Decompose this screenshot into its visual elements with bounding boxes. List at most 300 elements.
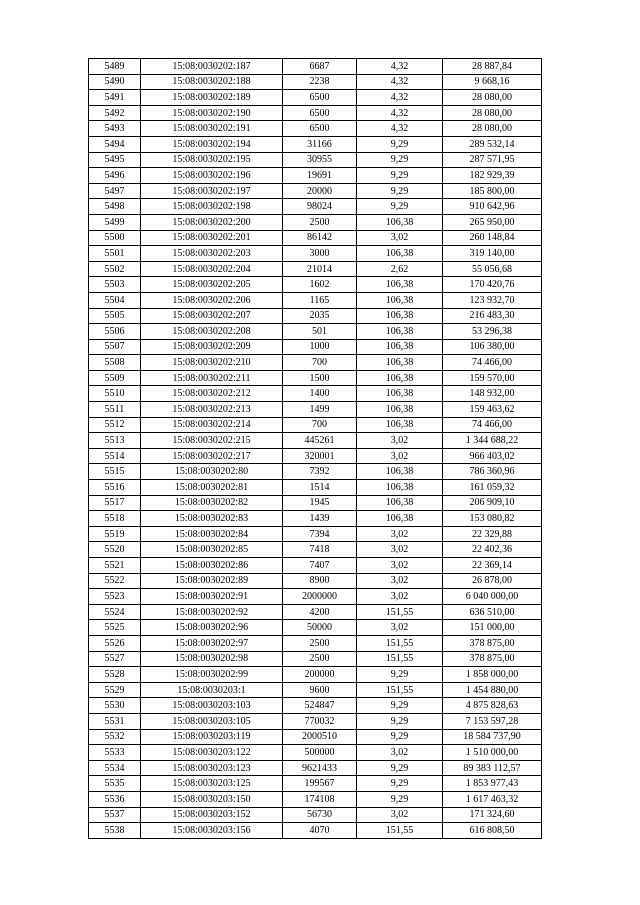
- value-cell: 22 329,88: [443, 526, 542, 542]
- area-cell: 98024: [283, 199, 357, 215]
- row-number-cell: 5535: [89, 776, 141, 792]
- table-row: [89, 682, 542, 698]
- area-cell: 199567: [283, 776, 357, 792]
- row-number-cell: 5531: [89, 713, 141, 729]
- area-cell: 3000: [283, 246, 357, 262]
- row-number-cell: 5504: [89, 292, 141, 308]
- table-row: [89, 168, 542, 184]
- area-cell: 7407: [283, 558, 357, 574]
- value-cell: 319 140,00: [443, 246, 542, 262]
- area-cell: 1400: [283, 386, 357, 402]
- table-row: [89, 277, 542, 293]
- area-cell: 19691: [283, 168, 357, 184]
- rate-cell: 151,55: [357, 635, 443, 651]
- row-number-cell: 5503: [89, 277, 141, 293]
- rate-cell: 151,55: [357, 651, 443, 667]
- area-cell: 700: [283, 417, 357, 433]
- rate-cell: 9,29: [357, 152, 443, 168]
- cadastral-number-cell: 15:08:0030202:99: [141, 667, 283, 683]
- rate-cell: 4,32: [357, 90, 443, 106]
- table-row: [89, 292, 542, 308]
- rate-cell: 4,32: [357, 74, 443, 90]
- table-row: [89, 511, 542, 527]
- value-cell: 89 383 112,57: [443, 760, 542, 776]
- table-row: [89, 402, 542, 418]
- area-cell: 174108: [283, 791, 357, 807]
- table-row: [89, 105, 542, 121]
- value-cell: 265 950,00: [443, 214, 542, 230]
- value-cell: 289 532,14: [443, 136, 542, 152]
- rate-cell: 9,29: [357, 791, 443, 807]
- rate-cell: 151,55: [357, 604, 443, 620]
- area-cell: 2500: [283, 651, 357, 667]
- rate-cell: 106,38: [357, 417, 443, 433]
- cadastral-number-cell: 15:08:0030203:123: [141, 760, 283, 776]
- row-number-cell: 5533: [89, 745, 141, 761]
- value-cell: 22 402,36: [443, 542, 542, 558]
- row-number-cell: 5498: [89, 199, 141, 215]
- area-cell: 56730: [283, 807, 357, 823]
- area-cell: 1499: [283, 402, 357, 418]
- cadastral-number-cell: 15:08:0030202:85: [141, 542, 283, 558]
- value-cell: 26 878,00: [443, 573, 542, 589]
- cadastral-number-cell: 15:08:0030203:122: [141, 745, 283, 761]
- value-cell: 287 571,95: [443, 152, 542, 168]
- value-cell: 28 887,84: [443, 59, 542, 75]
- cadastral-number-cell: 15:08:0030203:119: [141, 729, 283, 745]
- cadastral-number-cell: 15:08:0030202:205: [141, 277, 283, 293]
- rate-cell: 3,02: [357, 589, 443, 605]
- row-number-cell: 5493: [89, 121, 141, 137]
- table-row: [89, 370, 542, 386]
- rate-cell: 9,29: [357, 168, 443, 184]
- row-number-cell: 5522: [89, 573, 141, 589]
- table-row: [89, 729, 542, 745]
- value-cell: 153 080,82: [443, 511, 542, 527]
- rate-cell: 3,02: [357, 558, 443, 574]
- cadastral-number-cell: 15:08:0030202:98: [141, 651, 283, 667]
- table-row: [89, 230, 542, 246]
- cadastral-number-cell: 15:08:0030202:209: [141, 339, 283, 355]
- value-cell: 1 853 977,43: [443, 776, 542, 792]
- table-row: [89, 620, 542, 636]
- cadastral-number-cell: 15:08:0030202:91: [141, 589, 283, 605]
- row-number-cell: 5532: [89, 729, 141, 745]
- table-row: [89, 542, 542, 558]
- row-number-cell: 5537: [89, 807, 141, 823]
- table-row: [89, 760, 542, 776]
- area-cell: 21014: [283, 261, 357, 277]
- table-row: [89, 776, 542, 792]
- cadastral-number-cell: 15:08:0030202:207: [141, 308, 283, 324]
- value-cell: 4 875 828,63: [443, 698, 542, 714]
- row-number-cell: 5490: [89, 74, 141, 90]
- value-cell: 28 080,00: [443, 90, 542, 106]
- rate-cell: 4,32: [357, 121, 443, 137]
- row-number-cell: 5502: [89, 261, 141, 277]
- row-number-cell: 5517: [89, 495, 141, 511]
- rate-cell: 106,38: [357, 339, 443, 355]
- area-cell: 6500: [283, 90, 357, 106]
- value-cell: 151 000,00: [443, 620, 542, 636]
- area-cell: 2500: [283, 214, 357, 230]
- table-row: [89, 558, 542, 574]
- area-cell: 2500: [283, 635, 357, 651]
- rate-cell: 3,02: [357, 573, 443, 589]
- table-row: [89, 324, 542, 340]
- row-number-cell: 5524: [89, 604, 141, 620]
- table-row: [89, 651, 542, 667]
- cadastral-number-cell: 15:08:0030202:200: [141, 214, 283, 230]
- row-number-cell: 5510: [89, 386, 141, 402]
- cadastral-number-cell: 15:08:0030202:189: [141, 90, 283, 106]
- row-number-cell: 5516: [89, 480, 141, 496]
- rate-cell: 106,38: [357, 355, 443, 371]
- rate-cell: 106,38: [357, 214, 443, 230]
- table-row: [89, 713, 542, 729]
- value-cell: 636 510,00: [443, 604, 542, 620]
- area-cell: 445261: [283, 433, 357, 449]
- value-cell: 182 929,39: [443, 168, 542, 184]
- area-cell: 7394: [283, 526, 357, 542]
- rate-cell: 3,02: [357, 745, 443, 761]
- rate-cell: 3,02: [357, 433, 443, 449]
- area-cell: 50000: [283, 620, 357, 636]
- area-cell: 770032: [283, 713, 357, 729]
- cadastral-number-cell: 15:08:0030202:211: [141, 370, 283, 386]
- cadastral-number-cell: 15:08:0030202:206: [141, 292, 283, 308]
- row-number-cell: 5497: [89, 183, 141, 199]
- area-cell: 6500: [283, 105, 357, 121]
- rate-cell: 2,62: [357, 261, 443, 277]
- value-cell: 185 800,00: [443, 183, 542, 199]
- cadastral-number-cell: 15:08:0030203:156: [141, 823, 283, 839]
- rate-cell: 106,38: [357, 277, 443, 293]
- table-row: [89, 417, 542, 433]
- table-row: [89, 745, 542, 761]
- cadastral-number-cell: 15:08:0030202:214: [141, 417, 283, 433]
- area-cell: 524847: [283, 698, 357, 714]
- value-cell: 74 466,00: [443, 417, 542, 433]
- row-number-cell: 5514: [89, 448, 141, 464]
- value-cell: 6 040 000,00: [443, 589, 542, 605]
- value-cell: 966 403,02: [443, 448, 542, 464]
- table-row: [89, 448, 542, 464]
- rate-cell: 9,29: [357, 667, 443, 683]
- value-cell: 260 148,84: [443, 230, 542, 246]
- value-cell: 1 510 000,00: [443, 745, 542, 761]
- area-cell: 6500: [283, 121, 357, 137]
- area-cell: 700: [283, 355, 357, 371]
- cadastral-number-cell: 15:08:0030202:217: [141, 448, 283, 464]
- value-cell: 148 932,00: [443, 386, 542, 402]
- row-number-cell: 5506: [89, 324, 141, 340]
- value-cell: 159 570,00: [443, 370, 542, 386]
- value-cell: 910 642,96: [443, 199, 542, 215]
- cadastral-number-cell: 15:08:0030202:215: [141, 433, 283, 449]
- row-number-cell: 5509: [89, 370, 141, 386]
- table-row: [89, 807, 542, 823]
- table-row: [89, 635, 542, 651]
- value-cell: 1 858 000,00: [443, 667, 542, 683]
- row-number-cell: 5492: [89, 105, 141, 121]
- value-cell: 28 080,00: [443, 121, 542, 137]
- value-cell: 159 463,62: [443, 402, 542, 418]
- table-row: [89, 355, 542, 371]
- rate-cell: 4,32: [357, 105, 443, 121]
- rate-cell: 106,38: [357, 308, 443, 324]
- table-row: [89, 823, 542, 839]
- cadastral-number-cell: 15:08:0030202:86: [141, 558, 283, 574]
- value-cell: 616 808,50: [443, 823, 542, 839]
- row-number-cell: 5491: [89, 90, 141, 106]
- table-row: [89, 573, 542, 589]
- value-cell: 1 617 463,32: [443, 791, 542, 807]
- cadastral-table: [88, 58, 542, 839]
- rate-cell: 9,29: [357, 698, 443, 714]
- row-number-cell: 5530: [89, 698, 141, 714]
- table-row: [89, 59, 542, 75]
- cadastral-number-cell: 15:08:0030202:96: [141, 620, 283, 636]
- cadastral-number-cell: 15:08:0030202:97: [141, 635, 283, 651]
- table-row: [89, 464, 542, 480]
- value-cell: 170 420,76: [443, 277, 542, 293]
- area-cell: 9600: [283, 682, 357, 698]
- row-number-cell: 5526: [89, 635, 141, 651]
- cadastral-number-cell: 15:08:0030202:194: [141, 136, 283, 152]
- table-row: [89, 74, 542, 90]
- row-number-cell: 5519: [89, 526, 141, 542]
- rate-cell: 9,29: [357, 729, 443, 745]
- rate-cell: 3,02: [357, 448, 443, 464]
- rate-cell: 9,29: [357, 136, 443, 152]
- row-number-cell: 5508: [89, 355, 141, 371]
- rate-cell: 151,55: [357, 823, 443, 839]
- table-row: [89, 136, 542, 152]
- area-cell: 4200: [283, 604, 357, 620]
- rate-cell: 3,02: [357, 807, 443, 823]
- table-row: [89, 495, 542, 511]
- table-row: [89, 121, 542, 137]
- area-cell: 31166: [283, 136, 357, 152]
- cadastral-number-cell: 15:08:0030203:152: [141, 807, 283, 823]
- cadastral-number-cell: 15:08:0030202:195: [141, 152, 283, 168]
- row-number-cell: 5515: [89, 464, 141, 480]
- area-cell: 7418: [283, 542, 357, 558]
- value-cell: 74 466,00: [443, 355, 542, 371]
- rate-cell: 9,29: [357, 199, 443, 215]
- cadastral-number-cell: 15:08:0030203:1: [141, 682, 283, 698]
- area-cell: 6687: [283, 59, 357, 75]
- value-cell: 7 153 597,28: [443, 713, 542, 729]
- area-cell: 1514: [283, 480, 357, 496]
- row-number-cell: 5527: [89, 651, 141, 667]
- rate-cell: 3,02: [357, 526, 443, 542]
- table-row: [89, 339, 542, 355]
- rate-cell: 3,02: [357, 542, 443, 558]
- rate-cell: 106,38: [357, 324, 443, 340]
- cadastral-number-cell: 15:08:0030202:80: [141, 464, 283, 480]
- cadastral-number-cell: 15:08:0030202:208: [141, 324, 283, 340]
- cadastral-number-cell: 15:08:0030202:190: [141, 105, 283, 121]
- area-cell: 320001: [283, 448, 357, 464]
- rate-cell: 106,38: [357, 511, 443, 527]
- cadastral-number-cell: 15:08:0030202:84: [141, 526, 283, 542]
- area-cell: 86142: [283, 230, 357, 246]
- table-body: [89, 59, 542, 839]
- table-row: [89, 199, 542, 215]
- cadastral-number-cell: 15:08:0030202:188: [141, 74, 283, 90]
- rate-cell: 106,38: [357, 464, 443, 480]
- row-number-cell: 5536: [89, 791, 141, 807]
- row-number-cell: 5528: [89, 667, 141, 683]
- cadastral-number-cell: 15:08:0030203:105: [141, 713, 283, 729]
- cadastral-number-cell: 15:08:0030202:82: [141, 495, 283, 511]
- area-cell: 1500: [283, 370, 357, 386]
- table-row: [89, 589, 542, 605]
- cadastral-number-cell: 15:08:0030202:198: [141, 199, 283, 215]
- value-cell: 378 875,00: [443, 635, 542, 651]
- cadastral-number-cell: 15:08:0030203:150: [141, 791, 283, 807]
- value-cell: 216 483,30: [443, 308, 542, 324]
- table-row: [89, 667, 542, 683]
- value-cell: 786 360,96: [443, 464, 542, 480]
- value-cell: 53 296,38: [443, 324, 542, 340]
- rate-cell: 106,38: [357, 402, 443, 418]
- table-row: [89, 90, 542, 106]
- table-row: [89, 214, 542, 230]
- area-cell: 2238: [283, 74, 357, 90]
- area-cell: 9621433: [283, 760, 357, 776]
- row-number-cell: 5525: [89, 620, 141, 636]
- value-cell: 171 324,60: [443, 807, 542, 823]
- rate-cell: 106,38: [357, 386, 443, 402]
- table-row: [89, 526, 542, 542]
- area-cell: 500000: [283, 745, 357, 761]
- cadastral-number-cell: 15:08:0030202:89: [141, 573, 283, 589]
- cadastral-number-cell: 15:08:0030202:213: [141, 402, 283, 418]
- row-number-cell: 5520: [89, 542, 141, 558]
- table-row: [89, 246, 542, 262]
- cadastral-number-cell: 15:08:0030202:81: [141, 480, 283, 496]
- value-cell: 106 380,00: [443, 339, 542, 355]
- rate-cell: 106,38: [357, 495, 443, 511]
- row-number-cell: 5495: [89, 152, 141, 168]
- row-number-cell: 5507: [89, 339, 141, 355]
- cadastral-number-cell: 15:08:0030202:187: [141, 59, 283, 75]
- table-row: [89, 480, 542, 496]
- value-cell: 18 584 737,90: [443, 729, 542, 745]
- rate-cell: 9,29: [357, 776, 443, 792]
- area-cell: 30955: [283, 152, 357, 168]
- row-number-cell: 5511: [89, 402, 141, 418]
- cadastral-number-cell: 15:08:0030202:196: [141, 168, 283, 184]
- rate-cell: 106,38: [357, 292, 443, 308]
- table-row: [89, 604, 542, 620]
- table-row: [89, 261, 542, 277]
- rate-cell: 9,29: [357, 713, 443, 729]
- value-cell: 28 080,00: [443, 105, 542, 121]
- row-number-cell: 5494: [89, 136, 141, 152]
- row-number-cell: 5496: [89, 168, 141, 184]
- table-row: [89, 183, 542, 199]
- rate-cell: 106,38: [357, 370, 443, 386]
- cadastral-number-cell: 15:08:0030202:83: [141, 511, 283, 527]
- value-cell: 123 932,70: [443, 292, 542, 308]
- rate-cell: 9,29: [357, 760, 443, 776]
- cadastral-number-cell: 15:08:0030202:212: [141, 386, 283, 402]
- row-number-cell: 5512: [89, 417, 141, 433]
- area-cell: 1945: [283, 495, 357, 511]
- table-row: [89, 386, 542, 402]
- row-number-cell: 5501: [89, 246, 141, 262]
- table-row: [89, 433, 542, 449]
- rate-cell: 9,29: [357, 183, 443, 199]
- cadastral-number-cell: 15:08:0030202:191: [141, 121, 283, 137]
- row-number-cell: 5513: [89, 433, 141, 449]
- area-cell: 1602: [283, 277, 357, 293]
- area-cell: 1000: [283, 339, 357, 355]
- area-cell: 1439: [283, 511, 357, 527]
- row-number-cell: 5489: [89, 59, 141, 75]
- rate-cell: 3,02: [357, 230, 443, 246]
- table-row: [89, 308, 542, 324]
- area-cell: 20000: [283, 183, 357, 199]
- cadastral-number-cell: 15:08:0030202:210: [141, 355, 283, 371]
- cadastral-number-cell: 15:08:0030203:125: [141, 776, 283, 792]
- row-number-cell: 5538: [89, 823, 141, 839]
- area-cell: 200000: [283, 667, 357, 683]
- cadastral-number-cell: 15:08:0030203:103: [141, 698, 283, 714]
- row-number-cell: 5499: [89, 214, 141, 230]
- cadastral-number-cell: 15:08:0030202:92: [141, 604, 283, 620]
- rate-cell: 106,38: [357, 480, 443, 496]
- value-cell: 1 344 688,22: [443, 433, 542, 449]
- area-cell: 4070: [283, 823, 357, 839]
- row-number-cell: 5534: [89, 760, 141, 776]
- value-cell: 378 875,00: [443, 651, 542, 667]
- cadastral-number-cell: 15:08:0030202:197: [141, 183, 283, 199]
- row-number-cell: 5529: [89, 682, 141, 698]
- area-cell: 501: [283, 324, 357, 340]
- area-cell: 2035: [283, 308, 357, 324]
- table-row: [89, 152, 542, 168]
- cadastral-number-cell: 15:08:0030202:201: [141, 230, 283, 246]
- row-number-cell: 5505: [89, 308, 141, 324]
- row-number-cell: 5500: [89, 230, 141, 246]
- table-row: [89, 698, 542, 714]
- value-cell: 161 059,32: [443, 480, 542, 496]
- rate-cell: 151,55: [357, 682, 443, 698]
- value-cell: 1 454 880,00: [443, 682, 542, 698]
- row-number-cell: 5518: [89, 511, 141, 527]
- row-number-cell: 5521: [89, 558, 141, 574]
- area-cell: 2000510: [283, 729, 357, 745]
- area-cell: 1165: [283, 292, 357, 308]
- cadastral-number-cell: 15:08:0030202:203: [141, 246, 283, 262]
- value-cell: 9 668,16: [443, 74, 542, 90]
- cadastral-number-cell: 15:08:0030202:204: [141, 261, 283, 277]
- rate-cell: 3,02: [357, 620, 443, 636]
- area-cell: 8900: [283, 573, 357, 589]
- value-cell: 206 909,10: [443, 495, 542, 511]
- value-cell: 22 369,14: [443, 558, 542, 574]
- area-cell: 7392: [283, 464, 357, 480]
- value-cell: 55 056,68: [443, 261, 542, 277]
- rate-cell: 4,32: [357, 59, 443, 75]
- row-number-cell: 5523: [89, 589, 141, 605]
- area-cell: 2000000: [283, 589, 357, 605]
